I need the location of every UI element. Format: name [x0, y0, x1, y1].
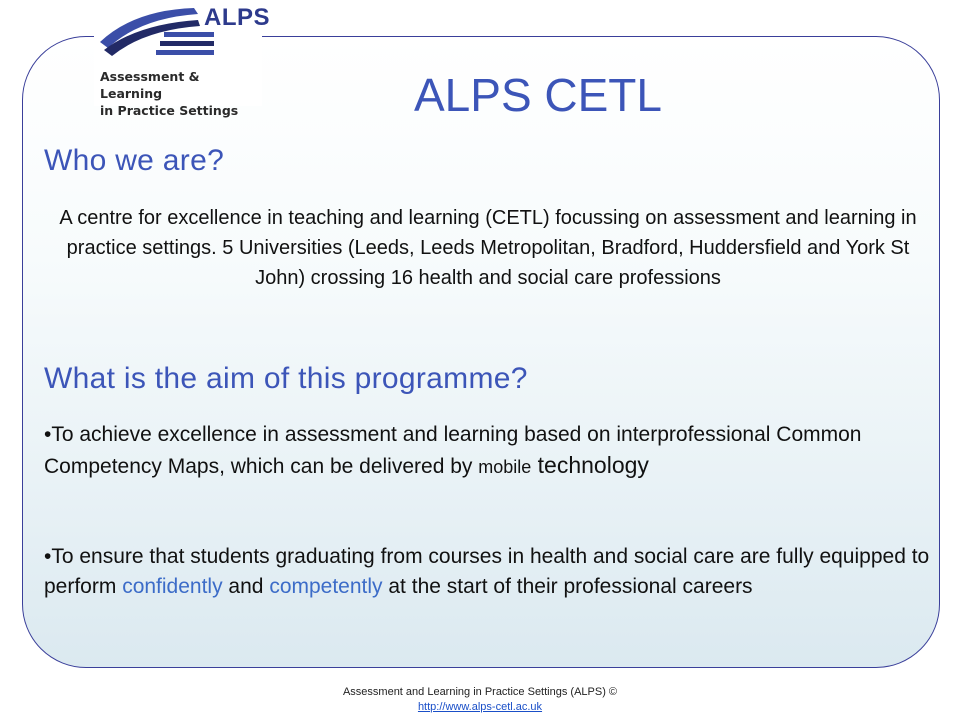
section-heading-who: Who we are? [44, 144, 225, 177]
slide-title: ALPS CETL [414, 69, 662, 121]
aim-bullet-2-text-a: •To ensure that students graduating from courses in health and social care are fully equipped to perform [44, 545, 930, 598]
logo-subtitle [100, 68, 260, 119]
logo-line-1: Assessment & Learning [100, 69, 200, 101]
aim-bullet-1-small: mobile [478, 457, 532, 477]
aim-bullet-2-accent-confidently: confidently [122, 575, 223, 598]
aim-bullet-1-large: technology [531, 452, 649, 478]
aim-bullet-2-text-c: at the start of their professional careers [382, 575, 753, 598]
footer-copyright: Assessment and Learning in Practice Settings (ALPS) © [342, 686, 618, 698]
alps-swoosh-icon [94, 2, 214, 62]
logo-brand: ALPS [204, 4, 271, 31]
section-text-who: A centre for excellence in teaching and learning (CETL) focussing on assessment and learning in practice settings. 5 Universities (Leeds, Leeds Metropolitan, Bradford, Huddersfield and York St John) crossing 16 health and social care professions [59, 207, 917, 289]
aim-bullet-1 [44, 420, 934, 482]
aim-bullet-2-accent-competently: competently [269, 575, 383, 598]
aim-bullet-2 [44, 542, 934, 602]
section-heading-aim: What is the aim of this programme? [44, 362, 528, 395]
alps-logo [94, 2, 271, 118]
logo-line-2: in Practice Settings [100, 103, 239, 118]
aim-bullet-2-text-b: and [222, 575, 270, 598]
aim-bullet-1-text: •To achieve excellence in assessment and learning based on interprofessional Common Competency Maps, which can be delivered by [44, 423, 862, 478]
footer-link[interactable]: http://www.alps-cetl.ac.uk [417, 701, 543, 713]
